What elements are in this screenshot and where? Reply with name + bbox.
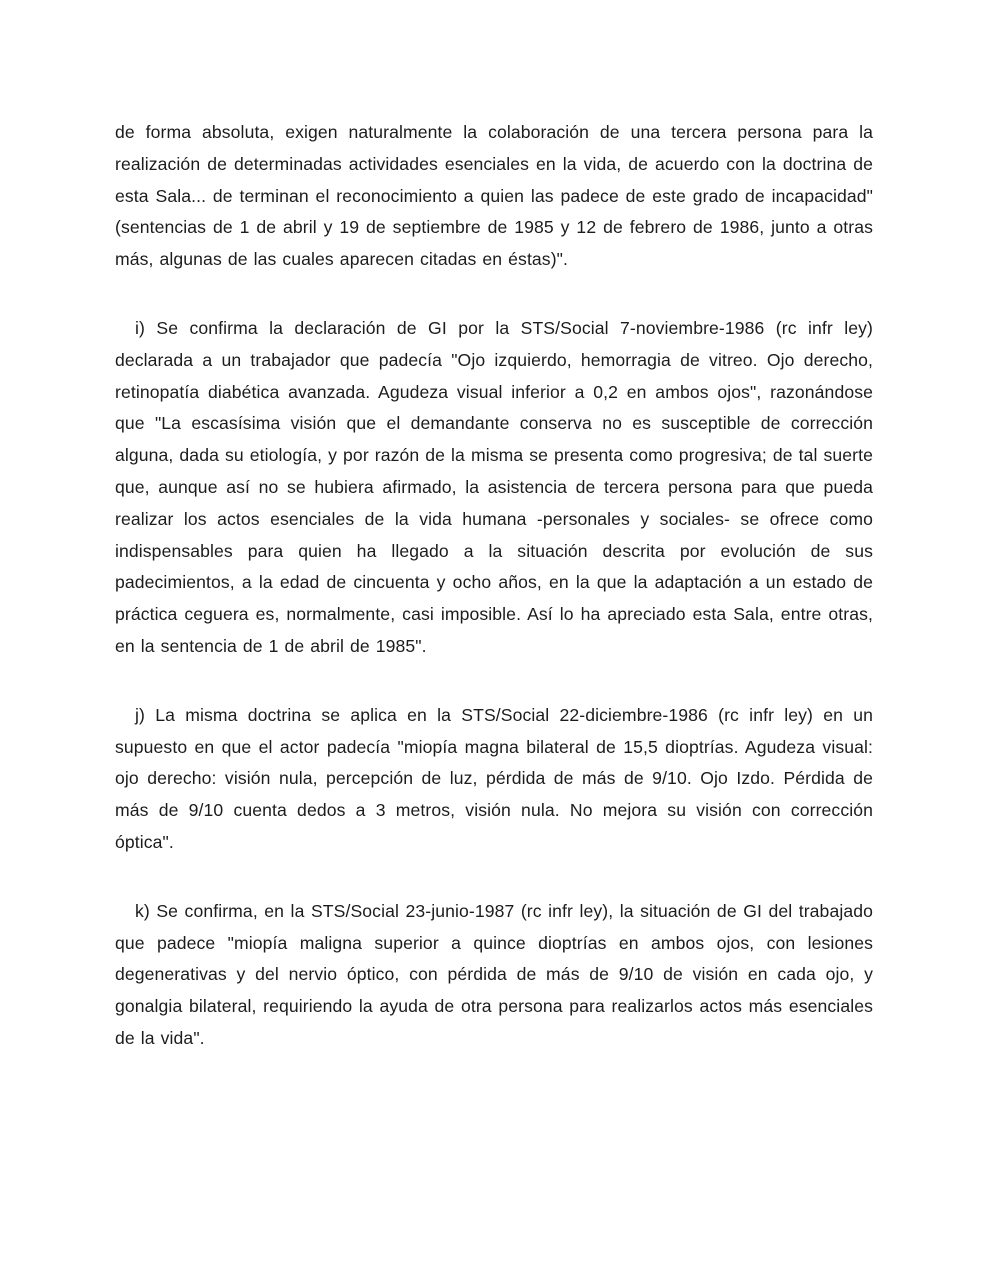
paragraph-item-k: k) Se confirma, en la STS/Social 23-junio-1987 (rc infr ley), la situación de GI del trabajado que padece "miopía maligna superior a quince dioptrías en ambos ojos, con lesiones degenerativas y del nervio óptico, con pérdida de más de 9/10 de visión en cada ojo, y gonalgia bilateral, requiriendo la ayuda de otra persona para realizarlos actos más esenciales de la vida".: [115, 900, 873, 1048]
paragraph-item-j: j) La misma doctrina se aplica en la STS/Social 22-diciembre-1986 (rc infr ley) en un supuesto en que el actor padecía "miopía magna bilateral de 15,5 dioptrías. Agudeza visual: ojo derecho: visión nula, percepción de luz, pérdida de más de 9/10. Ojo Izdo. Pérdida de más de 9/10 cuenta dedos a 3 metros, visión nula. No mejora su visión con corrección óptica".: [115, 704, 873, 852]
paragraph-continuation: de forma absoluta, exigen naturalmente la colaboración de una tercera persona para la realización de determinadas actividades esenciales en la vida, de acuerdo con la doctrina de esta Sala... de terminan el reconocimiento a quien las padece de este grado de incapacidad" (sentencias de 1 de abril y 19 de septiembre de 1985 y 12 de febrero de 1986, junto a otras más, algunas de las cuales aparecen citadas en éstas)".: [115, 122, 873, 270]
document-body: [115, 117, 873, 1092]
paragraph-item-i: i) Se confirma la declaración de GI por la STS/Social 7-noviembre-1986 (rc infr ley) declarada a un trabajador que padecía "Ojo izquierdo, hemorragia de vitreo. Ojo derecho, retinopatía diabética avanzada. Agudeza visual inferior a 0,2 en ambos ojos", razonándose que "La escasísima visión que el demandante conserva no es susceptible de corrección alguna, dada su etiología, y por razón de la misma se presenta como progresiva; de tal suerte que, aunque así no se hubiera afirmado, la asistencia de tercera persona para que pueda realizar los actos esenciales de la vida humana -personales y sociales- se ofrece como indispensables para quien ha llegado a la situación descrita por evolución de sus padecimientos, a la edad de cincuenta y ocho años, en la que la adaptación a un estado de práctica ceguera es, normalmente, casi imposible. Así lo ha apreciado esta Sala, entre otras, en la sentencia de 1 de abril de 1985".: [115, 317, 873, 656]
